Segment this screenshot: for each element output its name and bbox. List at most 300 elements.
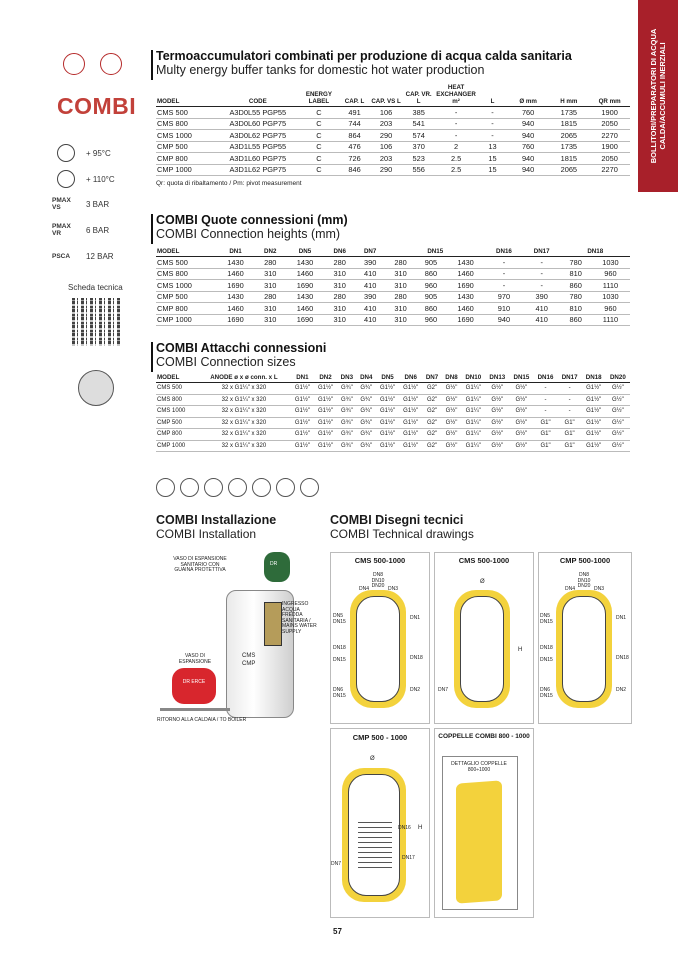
table-cell: G1" bbox=[558, 417, 582, 429]
dn7-4: DN7 bbox=[331, 861, 342, 867]
specs-table-row bbox=[156, 164, 630, 176]
table-cell: 2.5 bbox=[435, 153, 477, 165]
heights-table-body bbox=[156, 257, 630, 326]
table-cell: 726 bbox=[339, 153, 370, 165]
table-note: Qr: quota di ribaltamento / Pm: pivot measurement bbox=[156, 180, 302, 187]
table-cell: 32 x G1¼" x 320 bbox=[197, 394, 291, 406]
table-cell: 1690 bbox=[446, 314, 485, 326]
table-cell: 1460 bbox=[216, 303, 255, 315]
table-cell: G1½" bbox=[582, 383, 606, 395]
table-cell: C bbox=[299, 141, 340, 153]
table-cell: G2" bbox=[422, 406, 441, 418]
table-cell: 2 bbox=[435, 141, 477, 153]
dn-top-3: DN8 DN10 DN20 bbox=[577, 572, 591, 589]
sizes-col-header: DN16 bbox=[533, 373, 557, 383]
table-cell: 310 bbox=[255, 280, 285, 292]
dn-top-1: DN8 DN10 DN20 bbox=[371, 572, 385, 589]
table-cell: G½" bbox=[606, 440, 630, 452]
dn18-1: DN18 bbox=[333, 645, 346, 651]
table-cell: 410 bbox=[355, 280, 385, 292]
table-cell: G1½" bbox=[376, 440, 399, 452]
col-cap-vr: CAP. VR. L bbox=[402, 83, 435, 107]
table-cell: C bbox=[299, 107, 340, 119]
dn1-1: DN1 bbox=[410, 615, 421, 621]
table-cell: G1½" bbox=[291, 394, 314, 406]
sizes-col-header: DN17 bbox=[558, 373, 582, 383]
sizes-col-header: DN15 bbox=[509, 373, 533, 383]
table-cell: CMP 1000 bbox=[156, 440, 197, 452]
spec-temp-2: + 110°C bbox=[86, 175, 115, 184]
table-cell: 760 bbox=[508, 107, 549, 119]
sizes-col-header: DN20 bbox=[606, 373, 630, 383]
dn6-3: DN6 DN15 bbox=[540, 687, 553, 699]
section1-title-en: Multy energy buffer tanks for domestic hot water production bbox=[156, 63, 485, 77]
table-cell: 310 bbox=[325, 303, 355, 315]
sun-icon bbox=[204, 478, 223, 497]
table-cell: - bbox=[477, 118, 508, 130]
table-cell: G1½" bbox=[582, 417, 606, 429]
table-cell: G1½" bbox=[314, 440, 337, 452]
tank-cmp-1-inner bbox=[562, 596, 606, 702]
table-cell: - bbox=[485, 268, 523, 280]
dn3-3: DN3 bbox=[594, 586, 605, 592]
sizes-col-header: ANODE ø x ø conn. x L bbox=[197, 373, 291, 383]
title-rule-2 bbox=[151, 214, 153, 244]
table-cell: G½" bbox=[509, 406, 533, 418]
table-cell: 1430 bbox=[216, 291, 255, 303]
section2-title-en: COMBI Connection heights (mm) bbox=[156, 227, 341, 241]
table-cell: 2050 bbox=[589, 118, 630, 130]
table-cell: 960 bbox=[591, 268, 630, 280]
dn2-3: DN2 bbox=[616, 687, 627, 693]
table-cell: 310 bbox=[255, 314, 285, 326]
table-cell: 780 bbox=[561, 257, 591, 269]
table-cell: CMP 1000 bbox=[156, 314, 216, 326]
table-cell: G2" bbox=[422, 440, 441, 452]
heights-table-row bbox=[156, 257, 630, 269]
tank-cmp-1 bbox=[556, 590, 612, 708]
table-cell: - bbox=[477, 107, 508, 119]
table-cell: G½" bbox=[509, 429, 533, 441]
table-cell: 106 bbox=[370, 141, 403, 153]
table-cell: 32 x G1¼" x 320 bbox=[197, 429, 291, 441]
table-cell: G½" bbox=[606, 417, 630, 429]
table-cell: 1430 bbox=[446, 257, 485, 269]
heatpump-icon bbox=[276, 478, 295, 497]
table-cell: 960 bbox=[416, 314, 446, 326]
table-cell: G1½" bbox=[291, 406, 314, 418]
table-cell: G1½" bbox=[376, 429, 399, 441]
table-cell: 280 bbox=[325, 257, 355, 269]
sizes-col-header: DN3 bbox=[337, 373, 356, 383]
table-cell: G¾" bbox=[357, 394, 376, 406]
table-cell: 864 bbox=[339, 130, 370, 142]
qr-code[interactable] bbox=[72, 298, 120, 346]
spec-label-pmax-vs: PMAX VS bbox=[52, 197, 71, 211]
col-energy: ENERGY LABEL bbox=[299, 83, 340, 107]
table-cell: G¾" bbox=[357, 417, 376, 429]
table-cell: G2" bbox=[422, 429, 441, 441]
col-dn7: DN7 bbox=[355, 247, 385, 257]
sizes-col-header: DN5 bbox=[376, 373, 399, 383]
table-cell: G1½" bbox=[376, 406, 399, 418]
sizes-table-row bbox=[156, 406, 630, 418]
table-cell: G1½" bbox=[291, 383, 314, 395]
boiler-icon bbox=[156, 478, 175, 497]
table-cell: G½" bbox=[485, 429, 509, 441]
drawing-coppelle-title: COPPELLE COMBI 800 - 1000 bbox=[438, 733, 530, 740]
table-cell: G½" bbox=[442, 394, 461, 406]
feature-icons-row bbox=[156, 478, 324, 502]
table-cell: 940 bbox=[508, 130, 549, 142]
table-cell: - bbox=[558, 394, 582, 406]
table-cell: G½" bbox=[485, 383, 509, 395]
table-cell: G1½" bbox=[376, 383, 399, 395]
table-cell: 780 bbox=[561, 291, 591, 303]
dn5-3: DN5 DN15 bbox=[540, 613, 553, 625]
dn15-3: DN15 bbox=[540, 657, 553, 663]
table-cell: 280 bbox=[255, 257, 285, 269]
dettaglio-label: DETTAGLIO COPPELLE 800÷1000 bbox=[451, 761, 507, 773]
table-cell: - bbox=[435, 118, 477, 130]
table-cell: 1430 bbox=[285, 291, 324, 303]
dn5-1: DN5 DN15 bbox=[333, 613, 346, 625]
table-cell: G½" bbox=[442, 417, 461, 429]
dn15-1: DN15 bbox=[333, 657, 346, 663]
sizes-col-header: DN7 bbox=[422, 373, 441, 383]
spec-temp-1: + 95°C bbox=[86, 149, 111, 158]
table-cell: 310 bbox=[385, 314, 415, 326]
dn4-3: DN4 bbox=[565, 586, 576, 592]
table-cell: 310 bbox=[325, 314, 355, 326]
sizes-col-header: DN8 bbox=[442, 373, 461, 383]
quality-seal-icon bbox=[78, 370, 114, 406]
table-cell: G¾" bbox=[337, 383, 356, 395]
table-cell: G¾" bbox=[337, 417, 356, 429]
table-cell: G1" bbox=[533, 417, 557, 429]
table-cell: G½" bbox=[485, 417, 509, 429]
sizes-col-header: DN13 bbox=[485, 373, 509, 383]
dn18-1b: DN18 bbox=[410, 655, 423, 661]
specs-table-body bbox=[156, 107, 630, 176]
table-cell: G1½" bbox=[314, 417, 337, 429]
sizes-table bbox=[156, 373, 630, 452]
table-cell: 13 bbox=[477, 141, 508, 153]
table-cell: 2.5 bbox=[435, 164, 477, 176]
boiler-coil bbox=[264, 602, 282, 646]
table-cell: CMP 500 bbox=[156, 291, 216, 303]
col-heat-l: L bbox=[477, 83, 508, 107]
table-cell: G½" bbox=[606, 394, 630, 406]
spec-psca: 12 BAR bbox=[86, 252, 114, 261]
label-ingresso: INGRESSO ACQUA FREDDA SANITARIA / MAINS WATER SUPPLY bbox=[282, 601, 317, 635]
table-cell: 1030 bbox=[591, 257, 630, 269]
table-cell: 1735 bbox=[548, 141, 589, 153]
label-dr-erce: DR ERCE bbox=[182, 679, 206, 685]
table-cell: 744 bbox=[339, 118, 370, 130]
col-h: H mm bbox=[548, 83, 589, 107]
table-cell: A3D1L55 PGP55 bbox=[217, 141, 298, 153]
side-tab-text: BOLLITORI/PREPARATORI DI ACQUA CALDA/ACCUMULI INERZIALI bbox=[649, 28, 667, 164]
table-cell: G1½" bbox=[291, 440, 314, 452]
table-cell: 310 bbox=[325, 268, 355, 280]
table-cell: 1430 bbox=[216, 257, 255, 269]
table-cell: G½" bbox=[442, 383, 461, 395]
dn7-2: DN7 bbox=[438, 687, 449, 693]
sizes-col-header: MODEL bbox=[156, 373, 197, 383]
table-cell: 760 bbox=[508, 141, 549, 153]
table-cell: 15 bbox=[477, 153, 508, 165]
drop-icon bbox=[252, 478, 271, 497]
heights-table-row bbox=[156, 280, 630, 292]
col-dn16: DN16 bbox=[485, 247, 523, 257]
dia-4: Ø bbox=[370, 756, 375, 762]
table-cell: CMP 800 bbox=[156, 429, 197, 441]
table-cell: 290 bbox=[370, 130, 403, 142]
label-dr: DR bbox=[270, 561, 278, 567]
table-cell: CMS 800 bbox=[156, 394, 197, 406]
table-cell: 860 bbox=[561, 314, 591, 326]
table-cell: 310 bbox=[385, 268, 415, 280]
drawings-title-en: COMBI Technical drawings bbox=[330, 527, 474, 541]
table-cell: G1½" bbox=[376, 417, 399, 429]
table-cell: 410 bbox=[355, 303, 385, 315]
table-cell: 810 bbox=[561, 268, 591, 280]
table-cell: CMS 1000 bbox=[156, 406, 197, 418]
table-cell: 846 bbox=[339, 164, 370, 176]
col-dn5: DN5 bbox=[285, 247, 324, 257]
table-cell: CMP 800 bbox=[156, 153, 217, 165]
table-cell: G1½" bbox=[399, 406, 422, 418]
table-cell: G1" bbox=[533, 429, 557, 441]
snowflake-icon bbox=[300, 478, 319, 497]
table-cell: 905 bbox=[416, 291, 446, 303]
specs-table-row bbox=[156, 130, 630, 142]
solar-icon bbox=[180, 478, 199, 497]
table-cell: G1" bbox=[533, 440, 557, 452]
table-cell: CMS 1000 bbox=[156, 130, 217, 142]
table-cell: 280 bbox=[385, 257, 415, 269]
table-cell: G1½" bbox=[399, 383, 422, 395]
table-cell: G½" bbox=[509, 440, 533, 452]
col-dn18: DN18 bbox=[561, 247, 630, 257]
col-qr: QR mm bbox=[589, 83, 630, 107]
table-cell: G1¼" bbox=[461, 429, 485, 441]
tank-icon bbox=[100, 53, 122, 75]
table-cell: 1815 bbox=[548, 153, 589, 165]
table-cell: G1½" bbox=[291, 429, 314, 441]
table-cell: 280 bbox=[325, 291, 355, 303]
table-cell: 1460 bbox=[285, 268, 324, 280]
sizes-table-row bbox=[156, 440, 630, 452]
table-cell: 2270 bbox=[589, 130, 630, 142]
table-cell: 1430 bbox=[285, 257, 324, 269]
table-cell: G1½" bbox=[399, 440, 422, 452]
table-cell: G½" bbox=[485, 394, 509, 406]
sizes-col-header: DN1 bbox=[291, 373, 314, 383]
col-model: MODEL bbox=[156, 247, 216, 257]
table-cell: 556 bbox=[402, 164, 435, 176]
table-cell: 370 bbox=[402, 141, 435, 153]
coil-cmp-2 bbox=[358, 820, 392, 868]
dia-2: Ø bbox=[480, 579, 485, 585]
dn3-1: DN3 bbox=[388, 586, 399, 592]
dn2-1: DN2 bbox=[410, 687, 421, 693]
specs-table-row bbox=[156, 153, 630, 165]
specs-table-row bbox=[156, 141, 630, 153]
table-cell: - bbox=[533, 406, 557, 418]
drawing-cmp-1-title: CMP 500-1000 bbox=[559, 556, 611, 565]
heights-table-row bbox=[156, 303, 630, 315]
table-cell: G2" bbox=[422, 417, 441, 429]
table-cell: G1½" bbox=[399, 394, 422, 406]
h-2: H bbox=[518, 647, 523, 653]
title-rule-1 bbox=[151, 50, 153, 80]
table-cell: - bbox=[558, 406, 582, 418]
table-cell: G½" bbox=[509, 383, 533, 395]
col-dia: Ø mm bbox=[508, 83, 549, 107]
sizes-table-row bbox=[156, 417, 630, 429]
table-cell: 390 bbox=[355, 257, 385, 269]
table-cell: G1¼" bbox=[461, 417, 485, 429]
thermometer-icon bbox=[57, 144, 75, 162]
table-cell: G1½" bbox=[291, 417, 314, 429]
table-cell: 310 bbox=[385, 303, 415, 315]
table-cell: G1½" bbox=[376, 394, 399, 406]
table-cell: 310 bbox=[385, 280, 415, 292]
table-cell: C bbox=[299, 130, 340, 142]
table-cell: 203 bbox=[370, 153, 403, 165]
table-cell: 106 bbox=[370, 107, 403, 119]
tank-cms-1-inner bbox=[356, 596, 400, 702]
table-cell: 905 bbox=[416, 257, 446, 269]
sizes-table-row bbox=[156, 383, 630, 395]
table-cell: 940 bbox=[508, 164, 549, 176]
table-cell: - bbox=[435, 130, 477, 142]
table-cell: A3D0L60 PGP75 bbox=[217, 118, 298, 130]
table-cell: 523 bbox=[402, 153, 435, 165]
table-cell: 2050 bbox=[589, 153, 630, 165]
table-cell: G¾" bbox=[337, 406, 356, 418]
table-cell: G¾" bbox=[357, 406, 376, 418]
specs-table bbox=[156, 83, 630, 176]
heights-table-row bbox=[156, 268, 630, 280]
col-dn6: DN6 bbox=[325, 247, 355, 257]
side-tab bbox=[638, 0, 678, 192]
table-cell: 541 bbox=[402, 118, 435, 130]
table-cell: 910 bbox=[485, 303, 523, 315]
table-cell: 940 bbox=[508, 153, 549, 165]
installation-title bbox=[156, 513, 276, 541]
dn18-3b: DN18 bbox=[616, 655, 629, 661]
drawings-title-it: COMBI Disegni tecnici bbox=[330, 513, 464, 527]
table-cell: G¾" bbox=[357, 383, 376, 395]
table-cell: 280 bbox=[385, 291, 415, 303]
table-cell: G1½" bbox=[399, 417, 422, 429]
sizes-col-header: DN2 bbox=[314, 373, 337, 383]
sizes-col-header: DN4 bbox=[357, 373, 376, 383]
table-cell: 310 bbox=[255, 303, 285, 315]
table-cell: 280 bbox=[255, 291, 285, 303]
brand-title: COMBI bbox=[57, 93, 137, 119]
table-cell: A3D1L62 PGP75 bbox=[217, 164, 298, 176]
table-cell: 810 bbox=[561, 303, 591, 315]
col-cap-vs: CAP. VS L bbox=[370, 83, 403, 107]
tank-cms-2 bbox=[454, 590, 510, 708]
col-dn1: DN1 bbox=[216, 247, 255, 257]
table-cell: G½" bbox=[485, 440, 509, 452]
table-cell: 1690 bbox=[446, 280, 485, 292]
table-cell: CMS 500 bbox=[156, 107, 217, 119]
heights-table-row bbox=[156, 314, 630, 326]
table-cell: CMP 1000 bbox=[156, 164, 217, 176]
table-cell: 390 bbox=[523, 291, 561, 303]
red-expansion-vessel bbox=[172, 668, 216, 704]
dn17-4: DN17 bbox=[402, 855, 415, 861]
table-cell: G1½" bbox=[314, 406, 337, 418]
spec-pmax-vs: 3 BAR bbox=[86, 200, 110, 209]
thermometer-icon bbox=[57, 170, 75, 188]
table-cell: G1½" bbox=[314, 429, 337, 441]
table-cell: 1460 bbox=[446, 268, 485, 280]
table-cell: 1815 bbox=[548, 118, 589, 130]
table-cell: 1110 bbox=[591, 314, 630, 326]
table-cell: G2" bbox=[422, 394, 441, 406]
table-cell: 1460 bbox=[285, 303, 324, 315]
table-cell: G1" bbox=[558, 429, 582, 441]
table-cell: 940 bbox=[508, 118, 549, 130]
table-cell: 390 bbox=[355, 291, 385, 303]
sizes-table-row bbox=[156, 429, 630, 441]
dn4-1: DN4 bbox=[359, 586, 370, 592]
table-cell: 1900 bbox=[589, 141, 630, 153]
flame-icon bbox=[228, 478, 247, 497]
table-cell: G½" bbox=[509, 394, 533, 406]
table-cell: - bbox=[523, 268, 561, 280]
table-cell: 2270 bbox=[589, 164, 630, 176]
tank-cms-2-inner bbox=[460, 596, 504, 702]
table-cell: G1½" bbox=[582, 406, 606, 418]
table-cell: 1690 bbox=[285, 314, 324, 326]
table-cell: 32 x G1¼" x 320 bbox=[197, 417, 291, 429]
table-cell: - bbox=[523, 257, 561, 269]
table-cell: G¾" bbox=[337, 440, 356, 452]
col-dn15: DN15 bbox=[385, 247, 485, 257]
table-cell: G1½" bbox=[582, 440, 606, 452]
table-cell: A3D0L62 PGP75 bbox=[217, 130, 298, 142]
table-cell: 1690 bbox=[285, 280, 324, 292]
col-dn2: DN2 bbox=[255, 247, 285, 257]
table-cell: G½" bbox=[509, 417, 533, 429]
table-cell: CMS 800 bbox=[156, 118, 217, 130]
table-cell: - bbox=[523, 280, 561, 292]
table-cell: G1½" bbox=[399, 429, 422, 441]
shower-icon bbox=[63, 53, 85, 75]
table-cell: 970 bbox=[485, 291, 523, 303]
table-cell: 491 bbox=[339, 107, 370, 119]
tank-cms-1 bbox=[350, 590, 406, 708]
table-cell: 385 bbox=[402, 107, 435, 119]
table-cell: CMS 800 bbox=[156, 268, 216, 280]
table-cell: 960 bbox=[591, 303, 630, 315]
table-cell: G1½" bbox=[582, 394, 606, 406]
table-cell: - bbox=[485, 280, 523, 292]
table-cell: G1¼" bbox=[461, 440, 485, 452]
table-cell: C bbox=[299, 164, 340, 176]
installation-title-en: COMBI Installation bbox=[156, 527, 257, 541]
table-cell: CMP 500 bbox=[156, 417, 197, 429]
table-cell: G1½" bbox=[582, 429, 606, 441]
